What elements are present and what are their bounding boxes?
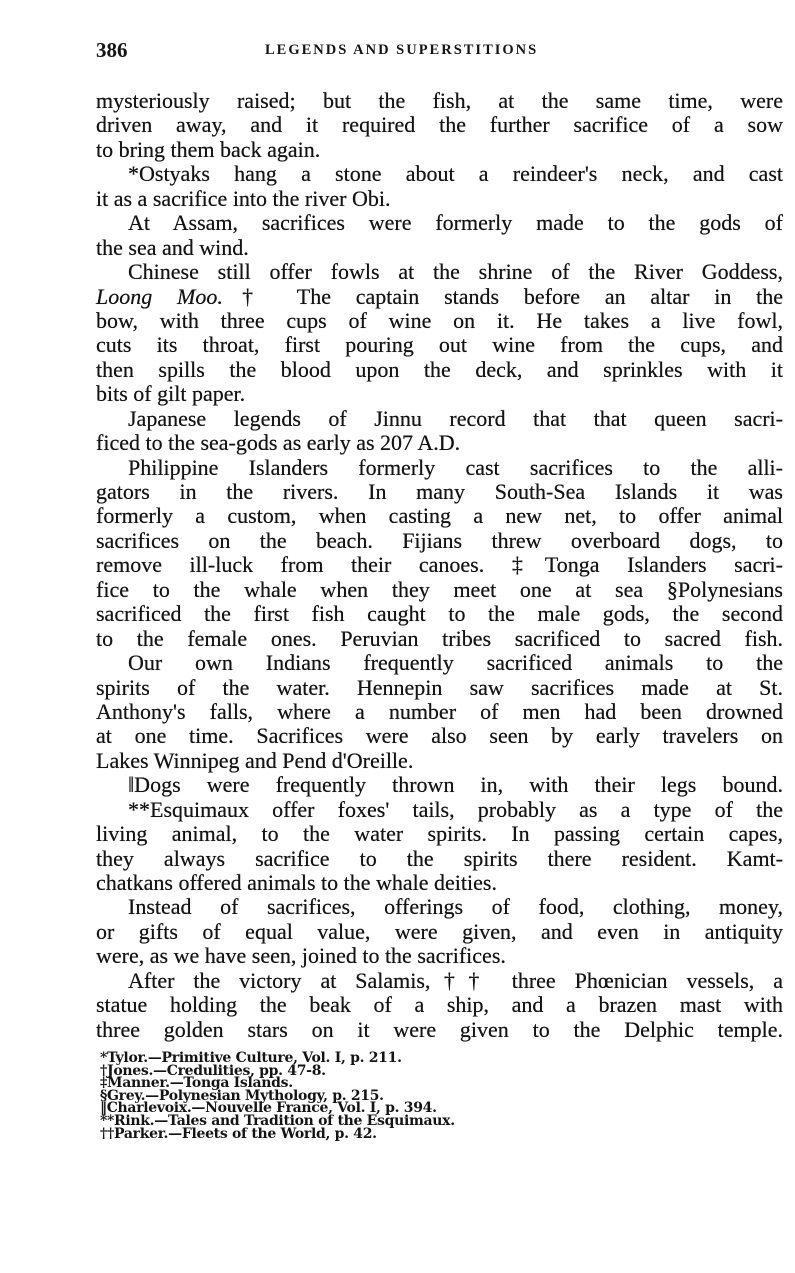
line-text: **Esquimaux offer foxes' tails, probably as a type of the [128,796,783,822]
footnote: ‖Charlevoix.—Nouvelle France, Vol. I, p. 394. [100,1100,437,1117]
line-text: At Assam, sacrifices were formerly made to the gods of [128,210,783,236]
line-text: bow, with three cups of wine on it. He takes a live fowl, [96,307,783,333]
line-text: Japanese legends of Jinnu record that that queen sacri- [128,405,783,431]
line-text: driven away, and it required the further sacrifice of a sow [96,112,783,138]
text-line [96,211,783,235]
footnote: §Grey.—Polynesian Mythology, p. 215. [100,1087,384,1104]
line-text: Philippine Islanders formerly cast sacrifices to the alli- [128,454,783,480]
line-text: Our own Indians frequently sacrificed animals to the [128,650,783,676]
text-line [96,382,783,406]
text-line [96,333,783,357]
text-line [96,822,783,846]
text-line [96,920,783,944]
line-text: or gifts of equal value, were given, and even in antiquity [96,918,783,944]
line-text: bits of gilt paper. [96,381,246,407]
text-line [96,724,783,748]
text-line [96,162,783,186]
line-text: then spills the blood upon the deck, and sprinkles with it [96,356,783,382]
line-text: chatkans offered animals to the whale deities. [96,870,497,895]
text-line [96,1018,783,1042]
text-line [96,944,783,968]
line-text: Chinese still offer fowls at the shrine of the River Goddess, [128,259,783,285]
footnote: ††Parker.—Fleets of the World, p. 42. [100,1125,377,1142]
text-line [96,602,783,626]
text-line [96,358,783,382]
line-text: at one time. Sacrifices were also seen by early travelers on [96,723,783,749]
line-text: three golden stars on it were given to the Delphic temple. [96,1016,783,1042]
line-text: Instead of sacrifices, offerings of food, clothing, money, [128,894,783,920]
line-text: ‖Dogs were frequently thrown in, with their legs bound. [128,772,783,798]
text-line [96,309,783,333]
line-text: *Ostyaks hang a stone about a reindeer's neck, and cast [128,161,783,187]
line-text: mysteriously raised; but the fish, at the same time, were [96,88,783,113]
text-line [96,993,783,1017]
line-text: sacrificed the first fish caught to the male gods, the second [96,601,783,627]
footnote: ‡Manner.—Tonga Islands. [100,1075,293,1092]
text-line [96,798,783,822]
line-text: living animal, to the water spirits. In passing certain capes, [96,821,783,847]
text-line [96,895,783,919]
line-text: formerly a custom, when casting a new net, to offer animal [96,503,783,529]
text-line [96,285,783,309]
line-text: Anthony's falls, where a number of men had been drowned [96,698,783,724]
body-text [96,89,783,1042]
line-text: they always sacrifice to the spirits there resident. Kamt- [96,845,783,871]
line-text: Lakes Winnipeg and Pend d'Oreille. [96,747,414,773]
line-text: fice to the whale when they meet one at sea §Polynesians [96,576,783,602]
line-text: to bring them back again. [96,136,321,162]
line-text: gators in the rivers. In many South-Sea Islands it was [96,479,783,504]
text-line [96,700,783,724]
line-text: remove ill-luck from their canoes. ‡Tonga Islanders sacri- [96,552,783,578]
text-line [96,627,783,651]
line-text: were, as we have seen, joined to the sacrifices. [96,943,506,969]
line-text: statue holding the beak of a ship, and a brazen mast with [96,992,783,1018]
text-line [96,187,783,211]
text-line [96,236,783,260]
text-line [96,847,783,871]
text-line [96,138,783,162]
text-line [96,969,783,993]
page-number: 386 [96,38,128,62]
text-line [96,456,783,480]
text-line [96,553,783,577]
text-line [96,749,783,773]
text-line [96,676,783,700]
footnote: **Rink.—Tales and Tradition of the Esquimaux. [100,1112,455,1129]
italic-text: Loong Moo. [96,283,223,309]
text-line [96,773,783,797]
footnote: †Jones.—Credulities, pp. 47-8. [100,1062,326,1079]
text-line [96,260,783,284]
line-text: it as a sacrifice into the river Obi. [96,185,391,211]
footnote: *Tylor.—Primitive Culture, Vol. I, p. 211. [100,1050,402,1066]
line-text: After the victory at Salamis,†† three Phœnician vessels, a [128,967,783,993]
text-line [96,578,783,602]
running-title: LEGENDS AND SUPERSTITIONS [265,42,539,58]
text-line [96,431,783,455]
text-line [96,504,783,528]
text-line [96,113,783,137]
text-line [96,871,783,895]
text-line [96,407,783,431]
text-line [96,651,783,675]
line-text: cuts its throat, first pouring out wine from the cups, and [96,332,783,358]
line-text: ficed to the sea-gods as early as 207 A.D. [96,430,461,456]
line-text: sacrifices on the beach. Fijians threw overboard dogs, to [96,527,783,553]
line-text: spirits of the water. Hennepin saw sacrifices made at St. [96,674,783,700]
text-line [96,89,783,113]
line-text: the sea and wind. [96,234,249,260]
text-line [96,529,783,553]
line-text: to the female ones. Peruvian tribes sacrificed to sacred fish. [96,625,783,651]
text-line [96,480,783,504]
footnotes [100,1052,455,1140]
line-text: † The captain stands before an altar in the [222,283,783,309]
